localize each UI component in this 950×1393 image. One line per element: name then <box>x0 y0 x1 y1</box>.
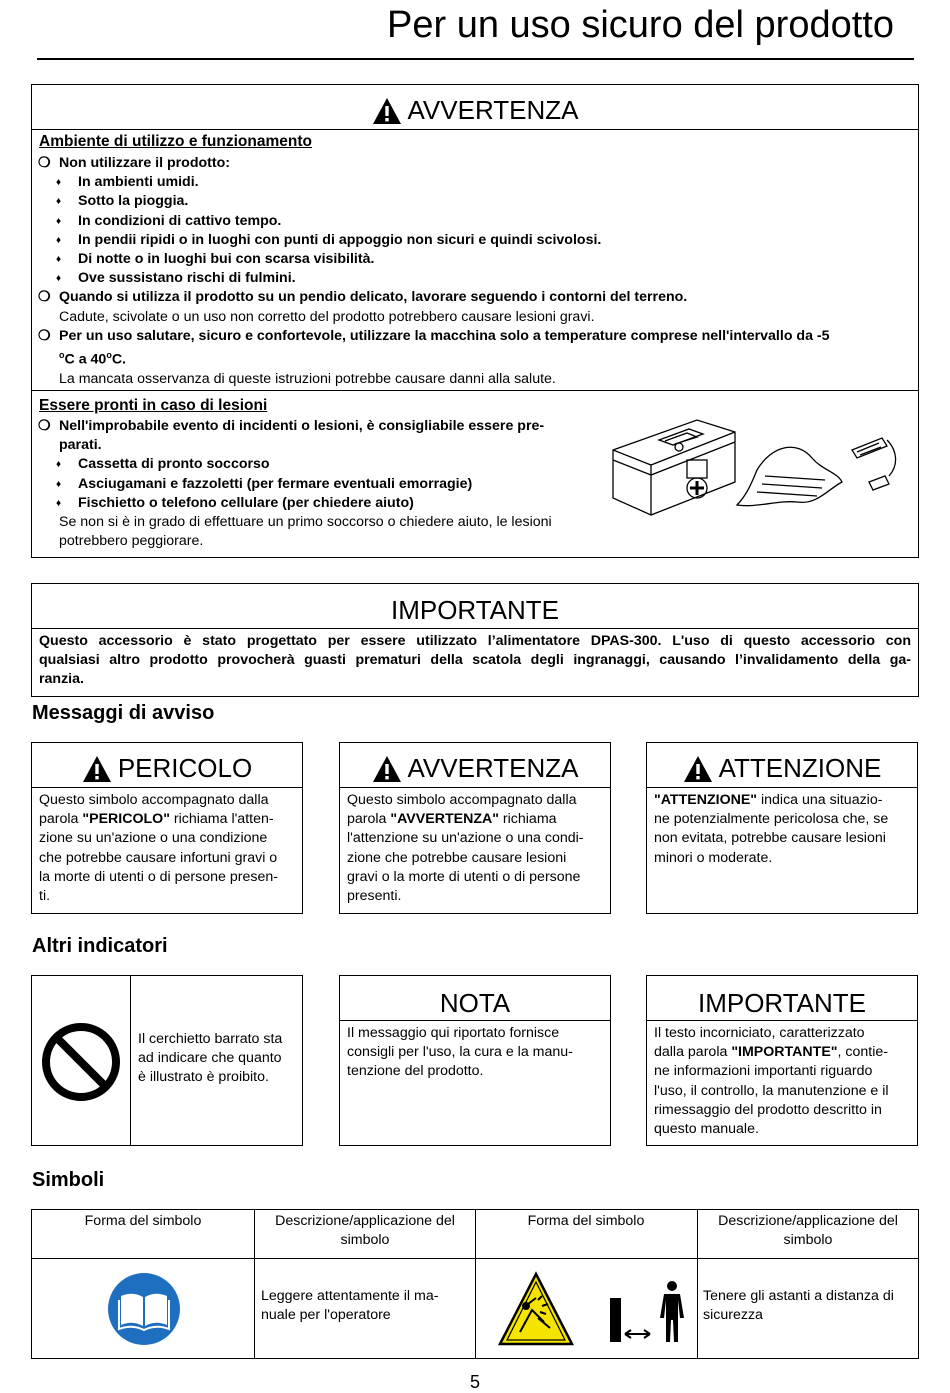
page-title: Per un uso sicuro del prodotto <box>387 4 894 46</box>
bullet-diamond-icon: ♦ <box>56 254 62 266</box>
sub-list-item: ♦ Di notte o in luoghi bui con scarsa visibilità. <box>32 250 918 269</box>
danger-heading: PERICOLO <box>32 753 302 784</box>
text-line: ti. <box>39 888 51 905</box>
message-box-caution <box>646 742 918 914</box>
text-line: Questo simbolo accompagnato dalla <box>347 792 577 808</box>
warning-heading-text: AVVERTENZA <box>407 95 579 125</box>
sub-list-item: ♦ Fischietto o telefono cellulare (per chiedere aiuto) <box>32 494 612 513</box>
bullet-diamond-icon: ♦ <box>56 459 62 471</box>
box-divider <box>32 787 302 788</box>
bullet-circle-icon: ❍ <box>38 418 51 434</box>
text-line: minori o moderate. <box>654 849 773 866</box>
text-line: Il testo incorniciato, caratterizzato <box>654 1025 865 1041</box>
box-divider <box>340 1020 610 1021</box>
warning-heading-divider <box>32 129 918 130</box>
title-divider <box>37 58 914 60</box>
caution-text <box>654 791 888 868</box>
text-line: dalla parola "IMPORTANTE", contie- <box>654 1044 888 1061</box>
list-item: ❍ Per un uso salutare, sicuro e confortevole, utilizzare la macchina solo a temperature comprese nell'intervallo da -5 <box>32 327 918 346</box>
prohibited-text: Il cerchietto barrato sta ad indicare che quanto è illustrato è proibito. <box>138 1031 283 1086</box>
sub-list-item: ♦ Cassetta di pronto soccorso <box>32 455 612 474</box>
sub-list-item: ♦ In pendii ripidi o in luoghi con punti di appoggio non sicuri e quindi scivolosi. <box>32 231 918 250</box>
read-manual-text: Leggere attentamente il ma- nuale per l'operatore <box>261 1288 439 1324</box>
table-header: Descrizione/applicazione del simbolo <box>275 1213 455 1249</box>
text-line: la morte di utenti o di persone presen- <box>39 868 278 885</box>
sub-list-item: ♦ Asciugamani e fazzoletti (per fermare eventuali emorragie) <box>32 475 612 494</box>
text-line: ne potenzialmente pericolosa che, se <box>654 811 889 828</box>
note-heading: NOTA <box>439 988 511 1018</box>
box-divider <box>647 1020 917 1021</box>
prohibited-box <box>31 975 303 1146</box>
bullet-circle-icon: ❍ <box>38 327 51 344</box>
bullet-diamond-icon: ♦ <box>56 497 62 509</box>
table-header: Forma del simbolo <box>84 1213 202 1229</box>
danger-text <box>39 791 278 906</box>
bullet-circle-icon: ❍ <box>38 289 51 306</box>
warning-box <box>31 84 919 558</box>
list-item: ❍ Quando si utilizza il prodotto su un pendio delicato, lavorare seguendo i contorni del terreno. <box>32 288 918 307</box>
important-heading-divider <box>32 628 918 629</box>
section-heading-other: Altri indicatori <box>32 935 168 957</box>
list-item-note: La mancata osservanza di queste istruzioni potrebbe causare danni alla salute. <box>59 370 556 387</box>
box-divider <box>340 787 610 788</box>
caution-heading: ATTENZIONE <box>647 753 917 784</box>
list-item: ❍ Nell'improbabile evento di incidenti o lesioni, è consigliabile essere pre- <box>32 417 612 436</box>
keep-away-text: Tenere gli astanti a distanza di sicurezza <box>703 1288 894 1324</box>
section-heading-symbols: Simboli <box>32 1169 105 1191</box>
first-aid-kit-illustration <box>607 410 907 530</box>
bullet-circle-icon: ❍ <box>38 155 51 171</box>
list-item: ❍ Non utilizzare il prodotto: <box>32 154 918 173</box>
text-line: presenti. <box>347 888 402 905</box>
text-line: non evitata, potrebbe causare lesioni <box>654 830 886 847</box>
prohibited-icon <box>40 1021 122 1103</box>
list-item-note: Se non si è in grado di effettuare un primo soccorso o chiedere aiuto, le lesioni <box>59 514 552 531</box>
section-heading-messages: Messaggi di avviso <box>32 702 215 724</box>
box-divider <box>647 787 917 788</box>
table-header: Forma del simbolo <box>527 1213 645 1229</box>
text-line: Il messaggio qui riportato fornisce <box>347 1025 560 1041</box>
list-item-note: Cadute, scivolate o un uso non corretto del prodotto potrebbero causare lesioni gravi. <box>59 308 595 325</box>
list-item-note: potrebbero peggiorare. <box>59 533 204 550</box>
text-line: l'attenzione su un'azione o una condi- <box>347 830 584 847</box>
warning-triangle-icon <box>82 755 112 783</box>
text-line: rimessaggio del prodotto descritto in <box>654 1101 882 1118</box>
important-info-text <box>654 1024 889 1139</box>
page-number: 5 <box>469 1372 480 1392</box>
note-box <box>339 975 611 1146</box>
text-line: tenzione del prodotto. <box>347 1063 484 1080</box>
text-line: Questo simbolo accompagnato dalla <box>39 792 269 808</box>
important-info-box <box>646 975 918 1146</box>
sub-list-item: ♦ Sotto la pioggia. <box>32 192 918 211</box>
text-line: zione che potrebbe causare lesioni <box>347 849 567 866</box>
section-divider <box>32 390 918 391</box>
sub-list-item: ♦ In ambienti umidi. <box>32 173 918 192</box>
bullet-diamond-icon: ♦ <box>56 273 62 285</box>
text-line: l'uso, il controllo, la manutenzione e il <box>654 1082 889 1099</box>
section-title-injuries: Essere pronti in caso di lesioni <box>39 397 268 414</box>
warning-triangle-icon <box>372 97 402 125</box>
message-box-warning <box>339 742 611 914</box>
list-item-continuation: $^o$C a 40$^o$C. <box>59 350 126 368</box>
section-title-environment: Ambiente di utilizzo e funzionamento <box>39 133 312 150</box>
important-heading: IMPORTANTE <box>390 595 560 625</box>
important-text-line: ranzia. <box>39 671 84 688</box>
note-text <box>347 1024 573 1082</box>
warning-heading <box>32 95 918 126</box>
important-text-line: Questo accessorio è stato progettato per essere utilizzato l’alimentatore DPAS-300. L'uso di questo accessorio con <box>39 633 911 649</box>
text-line: ne informazioni importanti riguardo <box>654 1063 873 1080</box>
sub-list-item: ♦ In condizioni di cattivo tempo. <box>32 212 918 231</box>
bullet-diamond-icon: ♦ <box>56 196 62 208</box>
important-info-heading: IMPORTANTE <box>697 988 867 1018</box>
box-divider <box>130 976 131 1145</box>
bullet-diamond-icon: ♦ <box>56 215 62 227</box>
text-line: "ATTENZIONE" indica una situazio- <box>654 792 883 808</box>
warning-msg-heading: AVVERTENZA <box>340 753 610 784</box>
list-item-continuation: parati. <box>59 437 102 454</box>
important-text-line: qualsiasi altro prodotto provocherà guasti prematuri della scatola degli ingranaggi, causando l’invalidamento della ga- <box>39 652 911 669</box>
bullet-diamond-icon: ♦ <box>56 177 62 189</box>
warning-text <box>347 791 584 906</box>
text-line: che potrebbe causare infortuni gravi o <box>39 849 278 866</box>
sub-list-item: ♦ Ove sussistano rischi di fulmini. <box>32 269 918 288</box>
text-line: zione su un'azione o una condizione <box>39 830 268 847</box>
text-line: parola "AVVERTENZA" richiama <box>347 811 557 828</box>
important-box <box>31 583 919 697</box>
text-line: gravi o la morte di utenti o di persone <box>347 868 581 885</box>
text-line: questo manuale. <box>654 1121 759 1138</box>
message-box-danger <box>31 742 303 914</box>
text-line: parola "PERICOLO" richiama l'atten- <box>39 811 274 828</box>
warning-triangle-icon <box>683 755 713 783</box>
bullet-diamond-icon: ♦ <box>56 234 62 246</box>
bullet-diamond-icon: ♦ <box>56 478 62 490</box>
keep-bystanders-away-icon <box>498 1270 688 1350</box>
read-manual-icon <box>107 1272 181 1346</box>
warning-triangle-icon <box>372 755 402 783</box>
symbols-table <box>31 1209 919 1359</box>
table-header: Descrizione/applicazione del simbolo <box>718 1213 898 1249</box>
text-line: consigli per l'uso, la cura e la manu- <box>347 1044 573 1061</box>
